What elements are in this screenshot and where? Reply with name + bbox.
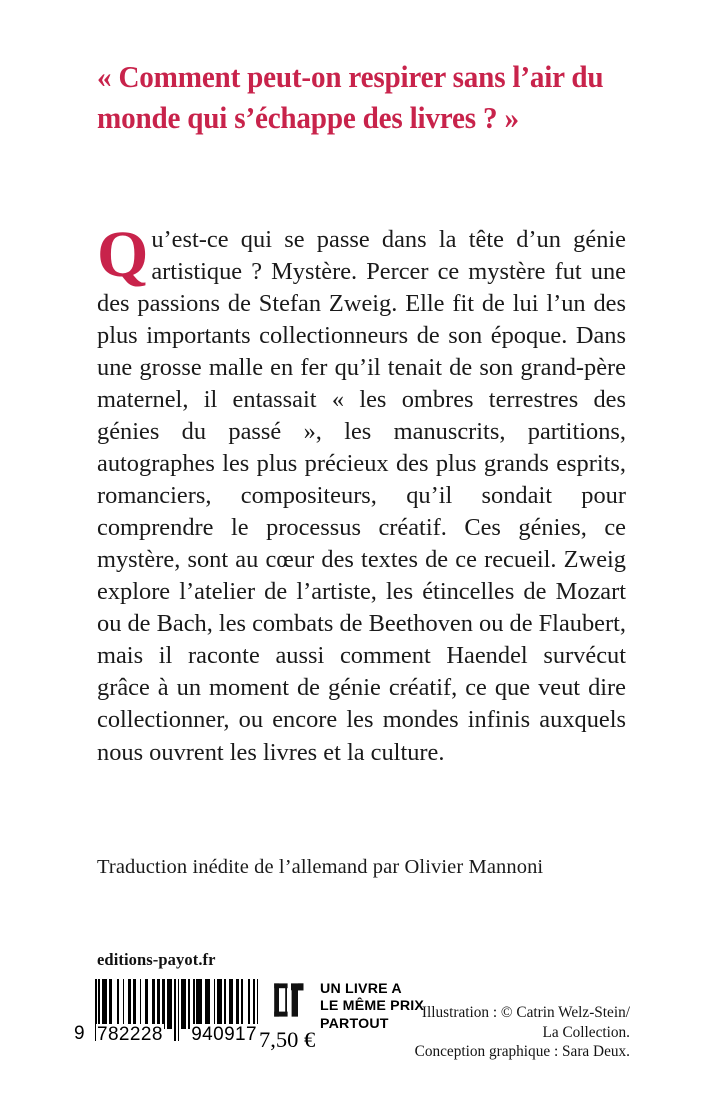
- same-price-line-1: UN LIVRE A: [320, 981, 402, 997]
- same-price-logo-text: [320, 980, 424, 1033]
- drop-cap-letter: Q: [97, 218, 149, 291]
- barcode-digits-left: 782228: [97, 1024, 163, 1045]
- same-price-line-3: PARTOUT: [320, 1015, 389, 1032]
- cover-footer: [0, 975, 720, 1085]
- illustration-credits: [415, 1003, 630, 1062]
- barcode-lead-digit: 9: [74, 1023, 85, 1044]
- credit-line-design: Conception graphique : Sara Deux.: [414, 1043, 630, 1061]
- credit-line-illustration: Illustration : © Catrin Welz-Stein/: [421, 1004, 630, 1021]
- barcode-digits: [96, 1024, 258, 1046]
- credit-line-collection: La Collection.: [542, 1023, 630, 1041]
- isbn-barcode: [74, 979, 259, 1059]
- translator-credit: Traduction inédite de l’allemand par Olivier Mannoni: [97, 856, 544, 878]
- open-book-price-tag-icon: [272, 980, 312, 1020]
- blurb-text: u’est-ce qui se passe dans la tête d’un génie artistique ? Mystère. Percer ce mystère fut une des passions de Stefan Zweig. Elle fit de lui l’un des plus importants collectionneurs de son époque. Dans une grosse malle en fer qu’il tenait de son grand-père maternel, il entassait « les ombres terrestres des génies du passé », les manuscrits, partitions, autographes les plus précieux des plus grands esprits, romanciers, compositeurs, qu’il sondait pour comprendre le processus créatif. Ces génies, ce mystère, sont au cœur des textes de ce recueil. Zweig explore l’atelier de l’artiste, les étincelles de Mozart ou de Bach, les combats de Beethoven ou de Flaubert, mais il raconte aussi comment Haendel survécut grâce à un moment de génie créatif, ce que veut dire collectionner, ou encore les mondes infinis auxquels nous ouvrent les livres et la culture.: [97, 226, 626, 766]
- same-price-line-2: LE MÊME PRIX: [320, 998, 425, 1015]
- same-price-logo: [272, 980, 424, 1033]
- price-label: 7,50 €: [259, 1027, 316, 1052]
- barcode-digits-right: 940917: [191, 1024, 257, 1045]
- pull-quote: « Comment peut-on respirer sans l’air du monde qui s’échappe des livres ? »: [97, 60, 604, 135]
- publisher-website: editions-payot.fr: [97, 950, 216, 969]
- blurb-paragraph: [97, 218, 626, 769]
